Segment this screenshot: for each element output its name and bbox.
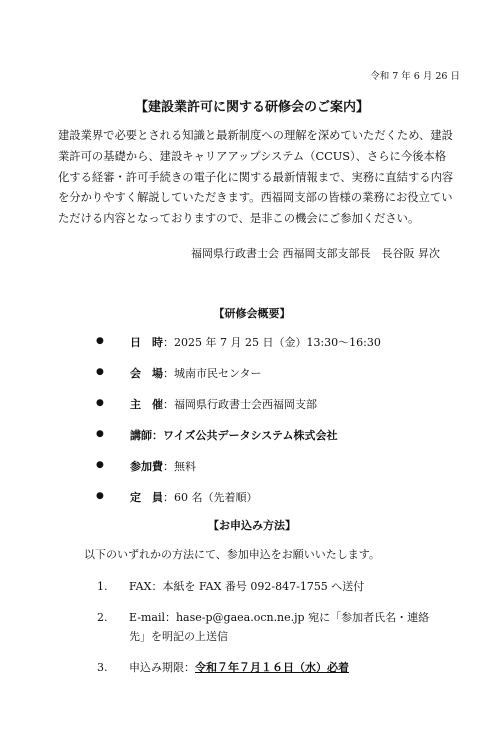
intro-text: 建設業界で必要とされる知識と最新制度への理解を深めていただくため、建設業許可の基礎から、建設キャリアアップシステム（CCUS）、さらに今後本格化する経審・許可手続きの電子化に関する最新情報まで、実務に直結する内容を分かりやすく解説していただきます。西福岡支部の皆様の業務にお役立ていただける内容となっておりますので、是非この機会にご参加ください。: [58, 129, 454, 226]
method-deadline: [97, 658, 442, 677]
overview-value: ：福岡県行政書士会西福岡支部: [163, 398, 317, 411]
overview-label: 日 時: [130, 336, 163, 349]
method-email: [97, 608, 442, 646]
method-text: FAX：本紙を FAX 番号 092-847-1755 へ送付: [129, 580, 365, 593]
method-text: [129, 658, 442, 677]
method-number: 2.: [97, 611, 108, 624]
bullet-icon: ●: [96, 336, 104, 346]
bullet-icon: ●: [96, 429, 104, 439]
overview-value: ：城南市民センター: [163, 367, 262, 380]
overview-item-organizer: [96, 396, 381, 427]
application-heading: 【お申込み方法】: [208, 519, 296, 532]
overview-label: 講師：ワイズ公共データシステム株式会社: [130, 429, 338, 442]
overview-item-capacity: [96, 489, 381, 520]
deadline-date: 令和７年７月１６日（水）必着: [195, 661, 349, 674]
overview-label: 主 催: [130, 398, 163, 411]
overview-value: ：60 名（先着順）: [163, 491, 258, 504]
deadline-label: 申込み期限：: [129, 661, 195, 674]
overview-item-venue: [96, 365, 381, 396]
overview-item-lecturer: [96, 427, 381, 458]
application-methods: [97, 577, 442, 689]
intro-paragraph: [58, 126, 456, 230]
signature: 福岡県行政書士会 西福岡支部支部長 長谷阪 昇次: [191, 247, 440, 260]
bullet-icon: ●: [96, 491, 104, 501]
overview-value: ：無料: [163, 460, 196, 473]
overview-label: 参加費: [130, 460, 163, 473]
application-lead: 以下のいずれかの方法にて、参加申込をお願いいたします。: [84, 548, 380, 561]
overview-item-datetime: [96, 334, 381, 365]
bullet-icon: ●: [96, 460, 104, 470]
bullet-icon: ●: [96, 398, 104, 408]
bullet-icon: ●: [96, 367, 104, 377]
method-fax: [97, 577, 442, 596]
issue-date: 令和 7 年 6 月 26 日: [370, 71, 460, 82]
document-title: 【建設業許可に関する研修会のご案内】: [134, 100, 369, 115]
method-number: 1.: [97, 580, 108, 593]
overview-label: 定 員: [130, 491, 163, 504]
overview-label: 会 場: [130, 367, 163, 380]
overview-heading: 【研修会概要】: [213, 307, 291, 320]
method-text: E-mail：hase-p@gaea.ocn.ne.jp 宛に「参加者氏名・連絡先」を明記の上送信: [129, 611, 430, 643]
method-number: 3.: [97, 661, 108, 674]
overview-list: [96, 334, 381, 520]
overview-item-fee: [96, 458, 381, 489]
overview-value: ：2025 年 7 月 25 日（金）13:30～16:30: [163, 336, 381, 349]
